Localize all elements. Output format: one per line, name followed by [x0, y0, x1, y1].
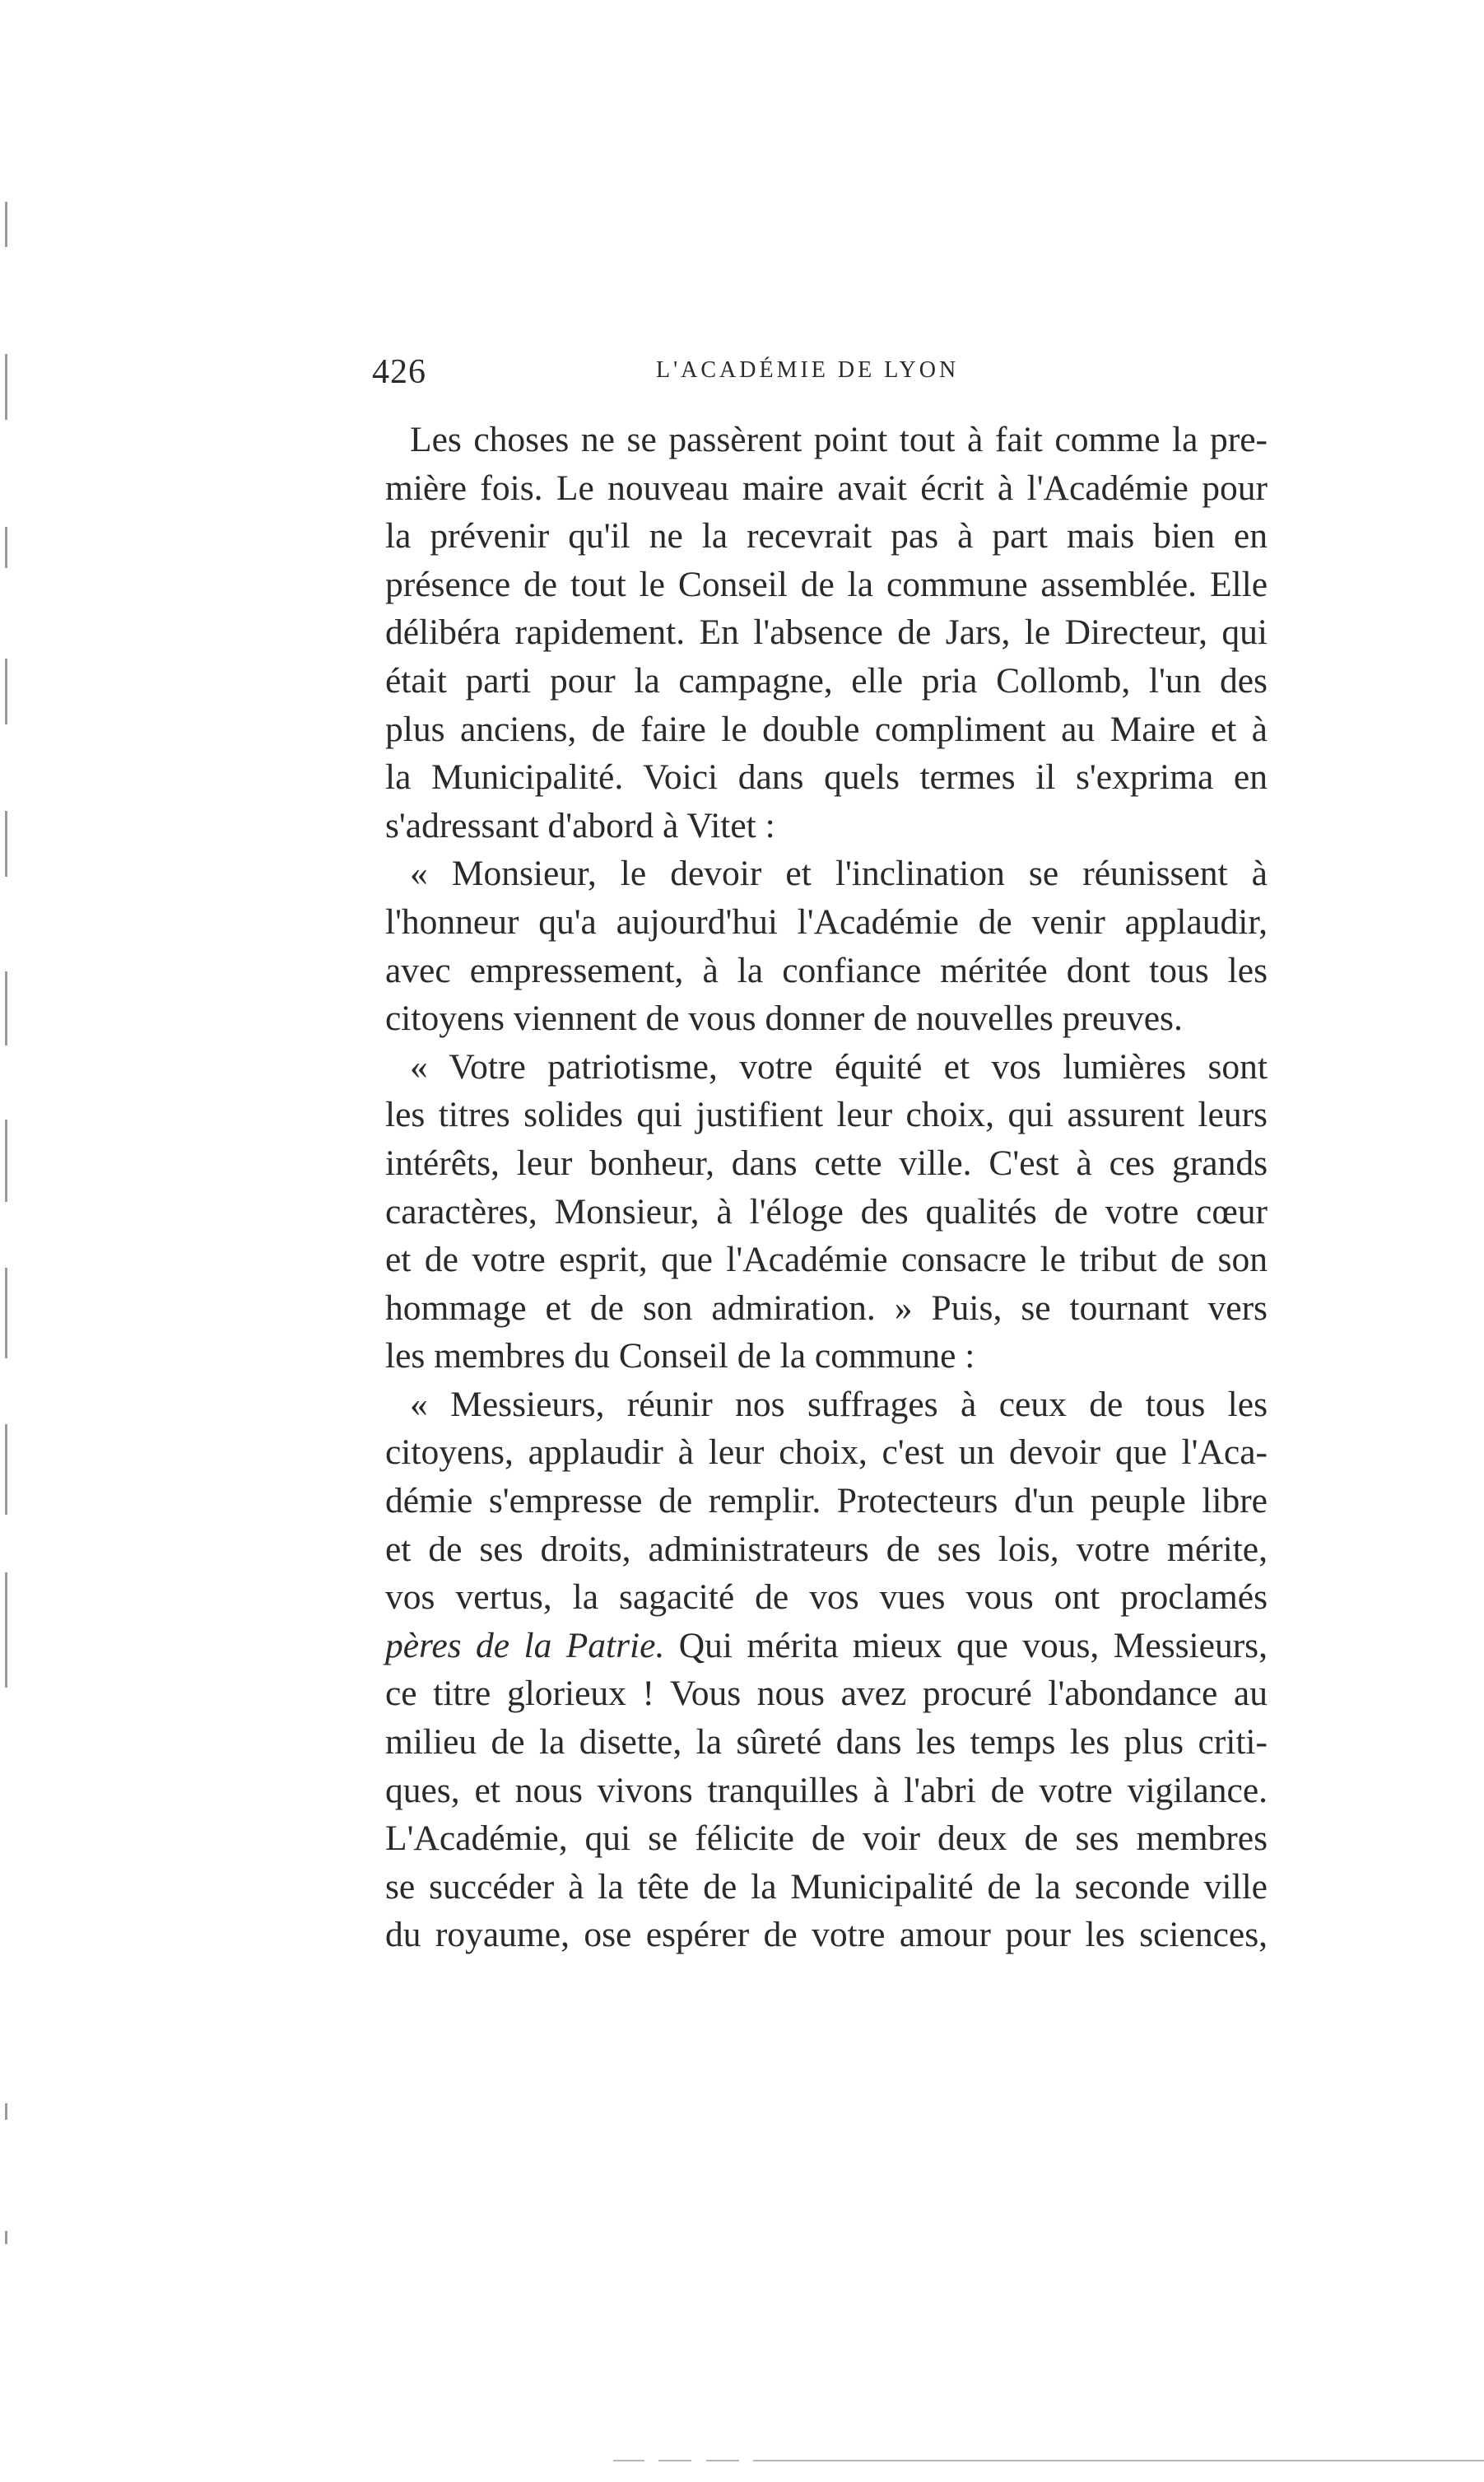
scan-mark: [5, 971, 7, 1045]
text-line: L'Académie, qui se félicite de voir deux de ses membres: [385, 1818, 1268, 1859]
text-line: « Votre patriotisme, votre équité et vos lumières sont: [410, 1046, 1268, 1087]
text-line: ques, et nous vivons tranquilles à l'abri de votre vigilance.: [385, 1770, 1268, 1810]
text-line: avec empressement, à la confiance méritée dont tous les: [385, 950, 1268, 990]
text-fragment: Qui mérita mieux que vous, Messieurs,: [664, 1625, 1268, 1665]
body-text: [385, 416, 1268, 1959]
text-line: [385, 1622, 1268, 1670]
text-line: Les choses ne se passèrent point tout à fait comme la pre-: [410, 420, 1268, 459]
text-line: et de ses droits, administrateurs de ses lois, votre mérite,: [385, 1529, 1268, 1569]
text-line: se succéder à la tête de la Municipalité de la seconde ville: [385, 1866, 1268, 1907]
text-line: hommage et de son admiration. » Puis, se tournant vers: [385, 1288, 1268, 1328]
text-line: mière fois. Le nouveau maire avait écrit à l'Académie pour: [385, 468, 1268, 508]
scan-mark: [5, 1572, 7, 1688]
text-line: caractères, Monsieur, à l'éloge des qualités de votre cœur: [385, 1191, 1268, 1232]
scan-mark: [5, 659, 7, 724]
scan-mark: [5, 354, 7, 420]
scan-mark: [5, 527, 7, 568]
text-line: présence de tout le Conseil de la commune assemblée. Elle: [385, 564, 1268, 604]
text-line: était parti pour la campagne, elle pria Collomb, l'un des: [385, 660, 1268, 701]
text-line: citoyens viennent de vous donner de nouvelles preuves.: [385, 999, 1183, 1039]
text-line: intérêts, leur bonheur, dans cette ville. C'est à ces grands: [385, 1143, 1268, 1183]
text-line: la Municipalité. Voici dans quels termes il s'exprima en: [385, 757, 1268, 798]
text-line: démie s'empresse de remplir. Protecteurs d'un peuple libre: [385, 1481, 1268, 1521]
italic-phrase: pères de la Patrie.: [385, 1625, 665, 1665]
running-title: L'ACADÉMIE DE LYON: [656, 357, 960, 383]
text-line: les titres solides qui justifient leur choix, qui assurent leurs: [385, 1095, 1268, 1135]
text-line: milieu de la disette, la sûreté dans les temps les plus criti-: [385, 1722, 1268, 1763]
text-line: du royaume, ose espérer de votre amour pour les sciences,: [385, 1915, 1268, 1955]
page-number: 426: [372, 353, 426, 391]
scan-mark: [5, 1120, 7, 1202]
text-line: l'honneur qu'a aujourd'hui l'Académie de venir applaudir,: [385, 901, 1268, 942]
scan-mark: [5, 2103, 7, 2120]
scan-mark: [5, 202, 7, 247]
scan-mark: [5, 1424, 7, 1515]
text-line: vos vertus, la sagacité de vos vues vous ont proclamés: [385, 1577, 1268, 1618]
scan-edge-dashes: [0, 2460, 1484, 2476]
text-line: citoyens, applaudir à leur choix, c'est un devoir que l'Aca-: [385, 1432, 1268, 1473]
text-line: ce titre glorieux ! Vous nous avez procuré l'abondance au: [385, 1674, 1268, 1714]
text-line: « Messieurs, réunir nos suffrages à ceux de tous les: [410, 1384, 1268, 1424]
text-line: la prévenir qu'il ne la recevrait pas à part mais bien en: [385, 516, 1268, 556]
text-line: s'adressant d'abord à Vitet :: [385, 805, 775, 845]
scan-mark: [5, 1268, 7, 1358]
text-line: et de votre esprit, que l'Académie consacre le tribut de son: [385, 1240, 1268, 1280]
scan-mark: [5, 811, 7, 877]
text-line: « Monsieur, le devoir et l'inclination se réunissent à: [410, 854, 1268, 894]
text-line: les membres du Conseil de la commune :: [385, 1336, 975, 1376]
text-line: délibéra rapidement. En l'absence de Jars, le Directeur, qui: [385, 612, 1268, 653]
text-line: plus anciens, de faire le double compliment au Maire et à: [385, 709, 1268, 749]
scan-mark: [5, 2231, 7, 2244]
page-header: [372, 352, 1254, 402]
